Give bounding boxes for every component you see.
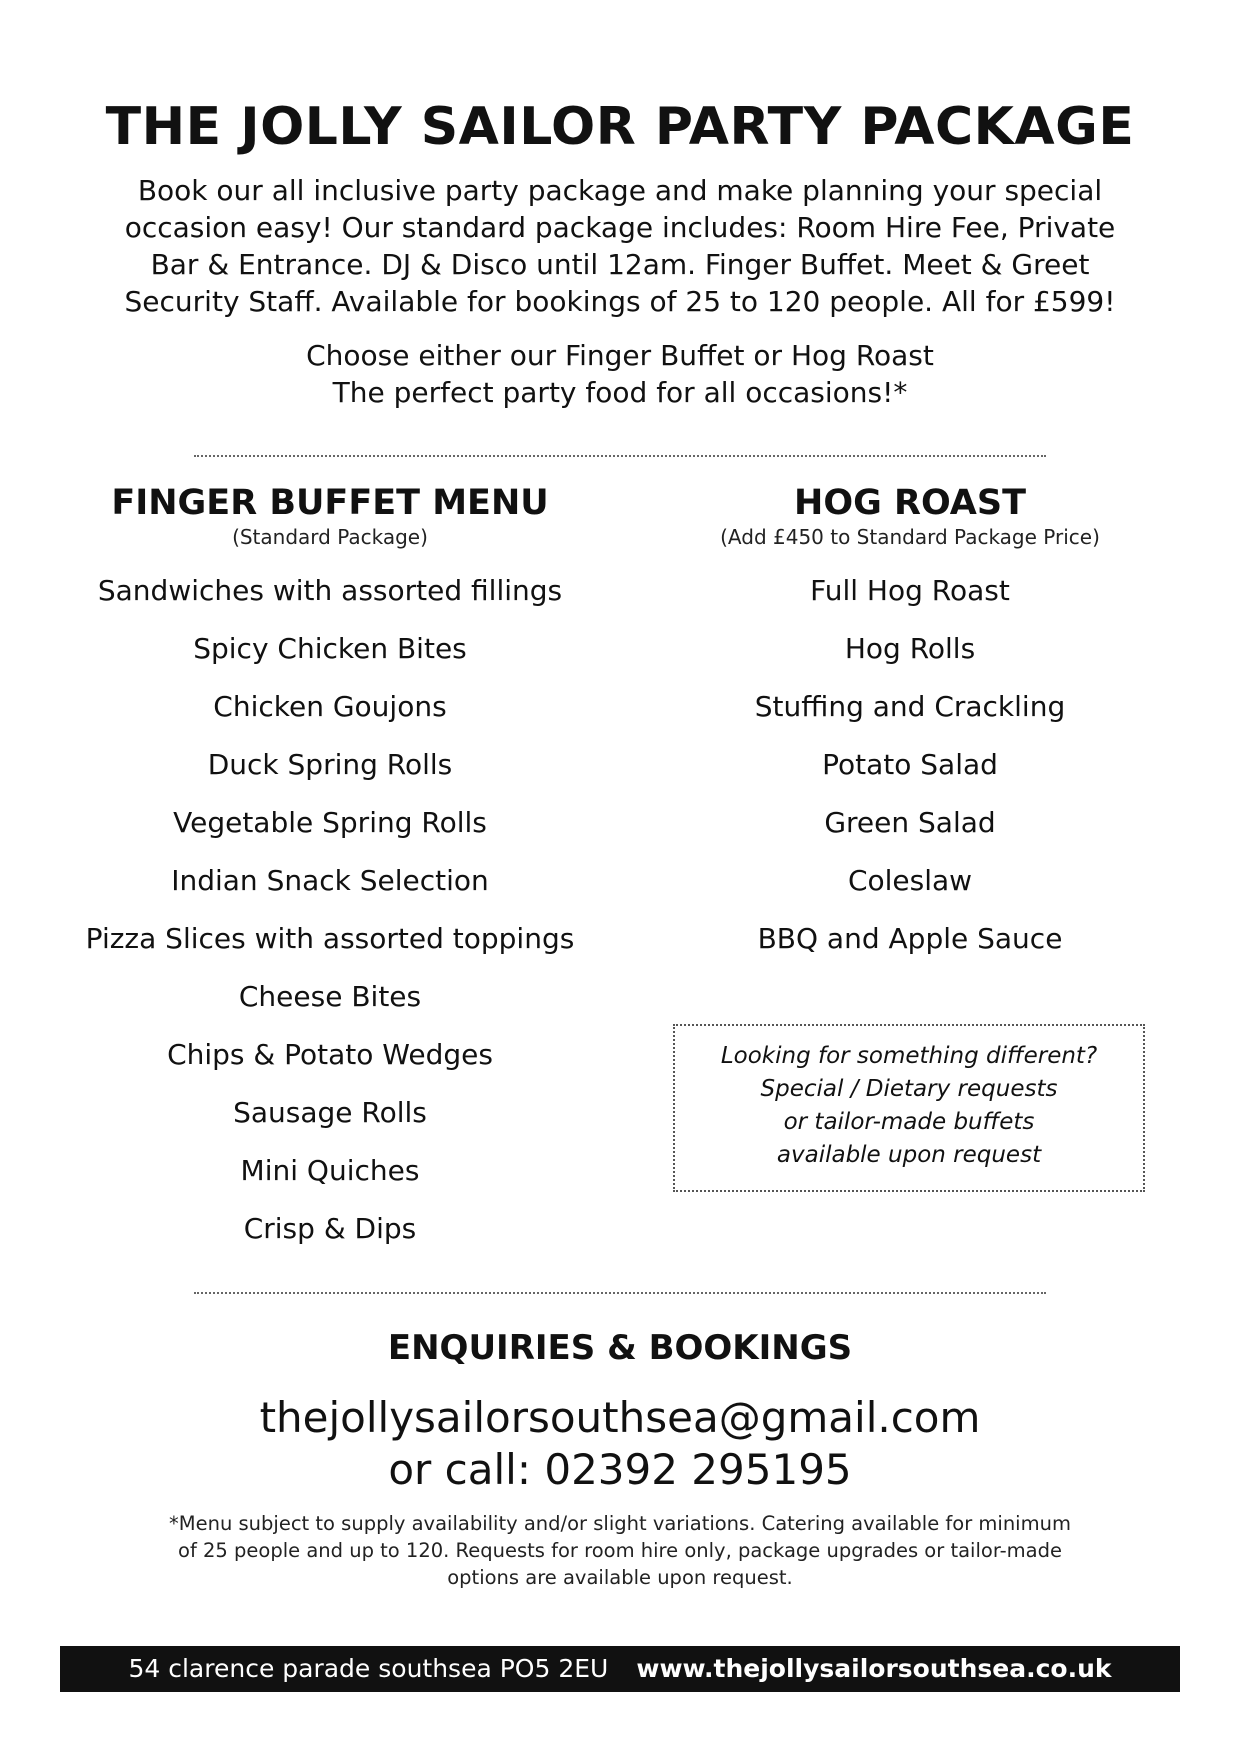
special-line-4: available upon request bbox=[776, 1142, 1042, 1168]
menu-item: Spicy Chicken Bites bbox=[193, 632, 467, 665]
choose-text bbox=[0, 337, 1240, 411]
enquiries-title: ENQUIRIES & BOOKINGS bbox=[387, 1328, 853, 1368]
hog-roast-header bbox=[660, 482, 1160, 550]
intro-line: occasion easy! Our standard package includes: Room Hire Fee, Private bbox=[124, 211, 1116, 244]
finger-buffet-header bbox=[70, 482, 590, 550]
page-title: THE JOLLY SAILOR PARTY PACKAGE bbox=[105, 97, 1135, 157]
intro-line: Security Staff. Available for bookings of 25 to 120 people. All for £599! bbox=[124, 285, 1116, 318]
footnote-line-3: options are available upon request. bbox=[447, 1566, 793, 1589]
menu-item: Vegetable Spring Rolls bbox=[173, 806, 487, 839]
special-line-1: Looking for something different? bbox=[720, 1043, 1098, 1069]
hog-roast-subtitle: (Add £450 to Standard Package Price) bbox=[720, 525, 1100, 549]
footnote-line-1: *Menu subject to supply availability and/or slight variations. Catering available for minimum bbox=[169, 1512, 1071, 1535]
menu-item: Mini Quiches bbox=[240, 1154, 420, 1187]
email-link[interactable]: thejollysailorsouthsea@gmail.com bbox=[259, 1393, 981, 1442]
footer-bar bbox=[60, 1646, 1180, 1692]
special-requests-box bbox=[673, 1024, 1145, 1192]
special-line-3: or tailor-made buffets bbox=[783, 1109, 1035, 1135]
footer-address: 54 clarence parade southsea PO5 2EU bbox=[128, 1654, 609, 1683]
menu-item: Duck Spring Rolls bbox=[207, 748, 453, 781]
intro-line: Book our all inclusive party package and make planning your special bbox=[137, 174, 1103, 207]
intro-line: Bar & Entrance. DJ & Disco until 12am. Finger Buffet. Meet & Greet bbox=[150, 248, 1090, 281]
footer-website-link[interactable]: www.thejollysailorsouthsea.co.uk bbox=[636, 1654, 1112, 1683]
choose-line-2: The perfect party food for all occasions!* bbox=[332, 376, 908, 409]
dotted-divider-top bbox=[194, 455, 1046, 457]
phone-number[interactable]: or call: 02392 295195 bbox=[388, 1445, 852, 1494]
menu-item: Coleslaw bbox=[847, 864, 973, 897]
finger-buffet-subtitle: (Standard Package) bbox=[232, 525, 428, 549]
footnote-line-2: of 25 people and up to 120. Requests for room hire only, package upgrades or tailor-made bbox=[178, 1539, 1062, 1562]
menu-item: Full Hog Roast bbox=[810, 574, 1010, 607]
hog-roast-title: HOG ROAST bbox=[794, 483, 1026, 523]
menu-item: Cheese Bites bbox=[238, 980, 422, 1013]
menu-item: Sausage Rolls bbox=[233, 1096, 427, 1129]
menu-item: Potato Salad bbox=[822, 748, 998, 781]
menu-item: Green Salad bbox=[824, 806, 996, 839]
menu-item: Sandwiches with assorted fillings bbox=[97, 574, 563, 607]
finger-buffet-title: FINGER BUFFET MENU bbox=[111, 483, 549, 523]
footnote bbox=[90, 1510, 1150, 1591]
dotted-divider-bottom bbox=[194, 1292, 1046, 1294]
menu-item: Crisp & Dips bbox=[243, 1212, 417, 1245]
menu-item: Chicken Goujons bbox=[213, 690, 447, 723]
menu-item: Pizza Slices with assorted toppings bbox=[85, 922, 575, 955]
intro-paragraph bbox=[70, 172, 1170, 320]
special-line-2: Special / Dietary requests bbox=[760, 1076, 1058, 1102]
menu-item: BBQ and Apple Sauce bbox=[757, 922, 1063, 955]
hog-roast-list bbox=[660, 562, 1160, 968]
finger-buffet-list bbox=[60, 562, 600, 1258]
menu-item: Indian Snack Selection bbox=[171, 864, 489, 897]
menu-item: Hog Rolls bbox=[844, 632, 976, 665]
menu-item: Chips & Potato Wedges bbox=[167, 1038, 493, 1071]
menu-item: Stuffing and Crackling bbox=[754, 690, 1066, 723]
choose-line-1: Choose either our Finger Buffet or Hog Roast bbox=[306, 339, 934, 372]
contact-block bbox=[0, 1392, 1240, 1496]
